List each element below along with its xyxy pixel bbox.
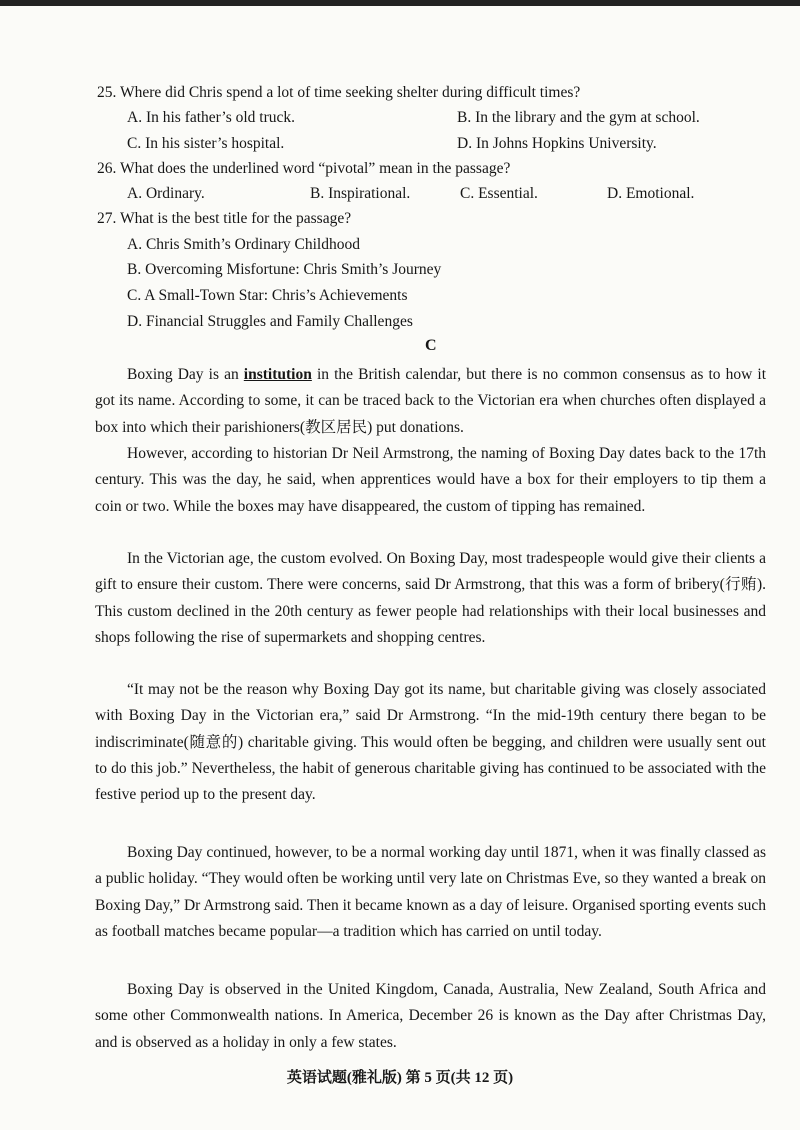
question-25-option-a: A. In his father’s old truck. (127, 109, 296, 126)
top-border (0, 0, 800, 6)
question-27-option-b: B. Overcoming Misfortune: Chris Smith’s Journey (127, 261, 442, 278)
question-26-option-d: D. Emotional. (607, 185, 695, 202)
passage-paragraph-5: Boxing Day continued, however, to be a normal working day until 1871, when it was finally classed as a public holiday. “They would often be working until very late on Christmas Eve, so they wanted a break on Boxing Day,” Dr Armstrong said. Then it became known as a day of leisure. Organised sporting events such as football matches became popular—a tradition which has carried on until today. (95, 844, 766, 940)
passage-paragraph-3: In the Victorian age, the custom evolved. On Boxing Day, most tradespeople would give their clients a gift to ensure their custom. There were concerns, said Dr Armstrong, that this was a form of bribery(行贿). This custom declined in the 20th century as fewer people had relationships with their local businesses and shops following the rise of supermarkets and shopping centres. (95, 550, 766, 646)
question-25-stem: 25. Where did Chris spend a lot of time seeking shelter during difficult times? (97, 84, 581, 101)
passage-paragraph-1: Boxing Day is an institution in the British calendar, but there is no common consensus as to how it got its name. According to some, it can be traced back to the Victorian era when churches often displayed a box into which their parishioners(教区居民) put donations. (95, 366, 767, 436)
question-27-option-c: C. A Small-Town Star: Chris’s Achievements (127, 287, 408, 304)
question-26-option-c: C. Essential. (460, 185, 538, 202)
passage-paragraph-2: However, according to historian Dr Neil Armstrong, the naming of Boxing Day dates back to the 17th century. This was the day, he said, when apprentices would have a box for their employers to tip them a coin or two. While the boxes may have disappeared, the custom of tipping has remained. (95, 445, 766, 515)
question-26-option-b: B. Inspirational. (310, 185, 411, 202)
question-27-option-a: A. Chris Smith’s Ordinary Childhood (127, 236, 360, 253)
passage-paragraph-4: “It may not be the reason why Boxing Day got its name, but charitable giving was closely associated with Boxing Day in the Victorian era,” said Dr Armstrong. “In the mid-19th century there began to be indiscriminate(随意的) charitable giving. This would often be begging, and children were usually sent out to do this job.” Nevertheless, the habit of generous charitable giving has continued to be associated with the festive period up to the present day. (95, 681, 766, 804)
question-26-stem: 26. What does the underlined word “pivotal” mean in the passage? (97, 160, 511, 177)
question-26-option-a: A. Ordinary. (127, 185, 205, 202)
passage-paragraph-6: Boxing Day is observed in the United Kingdom, Canada, Australia, New Zealand, South Africa and some other Commonwealth nations. In America, December 26 is known as the Day after Christmas Day, and is observed as a holiday in only a few states. (95, 981, 766, 1051)
question-25-option-d: D. In Johns Hopkins University. (457, 135, 657, 152)
question-27-option-d: D. Financial Struggles and Family Challenges (127, 313, 413, 330)
page-footer: 英语试题(雅礼版) 第 5 页(共 12 页) (286, 1070, 514, 1086)
underlined-word: institution (243, 366, 312, 383)
question-25-option-b: B. In the library and the gym at school. (457, 109, 700, 126)
section-heading: C (425, 337, 437, 354)
question-25-option-c: C. In his sister’s hospital. (127, 135, 285, 152)
question-27-stem: 27. What is the best title for the passage? (97, 210, 352, 227)
